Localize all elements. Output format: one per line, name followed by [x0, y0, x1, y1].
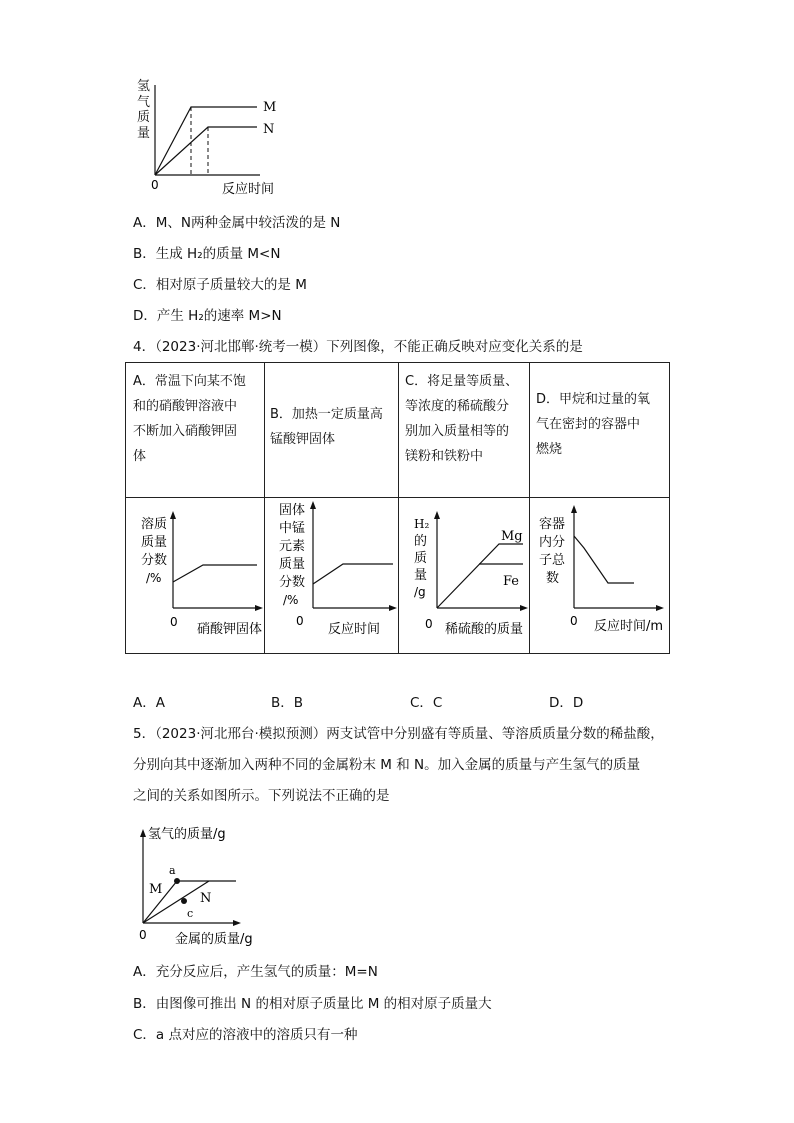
point-c [181, 898, 187, 904]
svg-text:/%: /% [283, 593, 299, 607]
svg-text:内分: 内分 [539, 535, 566, 550]
svg-text:中锰: 中锰 [279, 521, 306, 536]
graph-a [126, 498, 264, 653]
graph-hydrogen-vs-metal [130, 820, 290, 950]
svg-text:量: 量 [414, 568, 428, 583]
q5-option-a: A．充分反应后，产生氢气的质量：M=N [133, 964, 378, 980]
graph-b [265, 498, 398, 653]
x-label-d: 反应时间/m [594, 619, 664, 634]
svg-text:固体: 固体 [279, 503, 306, 518]
origin-a: 0 [170, 615, 178, 629]
svg-text:分数: 分数 [279, 575, 306, 590]
svg-text:的: 的 [414, 534, 428, 549]
svg-text:H₂: H₂ [414, 517, 430, 531]
label-a: a [169, 864, 176, 877]
x-label-q5: 金属的质量/g [175, 932, 253, 947]
q3-option-d: D．产生 H₂的速率 M>N [133, 308, 282, 324]
curve-a [173, 565, 257, 582]
curve-b [313, 564, 393, 584]
q4-answer-a: A．A [133, 695, 165, 711]
label-fe: Fe [503, 574, 520, 589]
svg-text:质: 质 [414, 551, 428, 566]
q5-stem-1: 5．（2023·河北邢台·模拟预测）两支试管中分别盛有等质量、等溶质质量分数的稀盐酸， [133, 726, 664, 742]
curve-d [574, 536, 634, 583]
x-axis-label: 反应时间 [222, 182, 275, 197]
label-n-q5: N [200, 891, 212, 906]
q5-stem-2: 分别向其中逐渐加入两种不同的金属粉末 M 和 N。加入金属的质量与产生氢气的质量 [133, 757, 641, 773]
svg-text:/%: /% [146, 571, 162, 585]
label-mg: Mg [501, 529, 523, 544]
q4-answer-c: C．C [410, 695, 443, 711]
q5-option-b: B．由图像可推出 N 的相对原子质量比 M 的相对原子质量大 [133, 996, 492, 1012]
origin-label: 0 [151, 178, 159, 192]
svg-text:子总: 子总 [539, 553, 566, 568]
x-label-c: 稀硫酸的质量 [445, 622, 524, 637]
q3-option-b: B．生成 H₂的质量 M<N [133, 246, 281, 262]
q4-cell-b: B．加热一定质量高 锰酸钾固体 [270, 407, 383, 447]
y-label-q5: 氢气的质量/g [148, 827, 226, 842]
svg-text:/g: /g [414, 585, 426, 599]
q5-option-c: C．a 点对应的溶液中的溶质只有一种 [133, 1027, 358, 1043]
label-n: N [263, 122, 275, 137]
origin-d: 0 [570, 614, 578, 628]
curve-m [155, 107, 257, 175]
svg-text:元素: 元素 [279, 539, 306, 554]
origin-b: 0 [296, 614, 304, 628]
label-c: c [187, 907, 194, 920]
q4-cell-a: A．常温下向某不饱 和的硝酸钾溶液中 不断加入硝酸钾固 体 [133, 374, 246, 464]
graph-d [530, 498, 669, 653]
q4-table [125, 362, 670, 654]
x-label-b: 反应时间 [328, 622, 381, 637]
graph-c [399, 498, 529, 653]
q3-option-a: A．M、N两种金属中较活泼的是 N [133, 215, 341, 231]
origin-c: 0 [425, 617, 433, 631]
svg-text:分数: 分数 [141, 553, 168, 568]
origin-q5: 0 [139, 928, 147, 942]
q4-answer-b: B．B [271, 695, 304, 711]
svg-text:溶质: 溶质 [141, 517, 168, 532]
svg-text:容器: 容器 [539, 517, 566, 532]
svg-text:质量: 质量 [141, 535, 168, 550]
graph-hydrogen-vs-time [130, 75, 290, 200]
q3-option-c: C．相对原子质量较大的是 M [133, 277, 307, 293]
label-m-q5: M [149, 882, 163, 897]
svg-text:质量: 质量 [279, 557, 306, 572]
q4-stem: 4．（2023·河北邯郸·统考一模）下列图像，不能正确反映对应变化关系的是 [133, 339, 583, 355]
point-a [174, 878, 180, 884]
q5-stem-3: 之间的关系如图所示。下列说法不正确的是 [133, 788, 390, 804]
q4-cell-c: C．将足量等质量、 等浓度的稀硫酸分 别加入质量相等的 镁粉和铁粉中 [405, 374, 519, 464]
label-m: M [263, 100, 277, 115]
y-axis-label: 氢气质量 [137, 79, 151, 141]
q4-cell-d: D．甲烷和过量的氧 气在密封的容器中 燃烧 [536, 392, 651, 457]
q4-answer-d: D．D [549, 695, 584, 711]
svg-text:数: 数 [546, 571, 560, 586]
x-label-a: 硝酸钾固体 [197, 622, 263, 637]
curve-n [155, 127, 257, 175]
